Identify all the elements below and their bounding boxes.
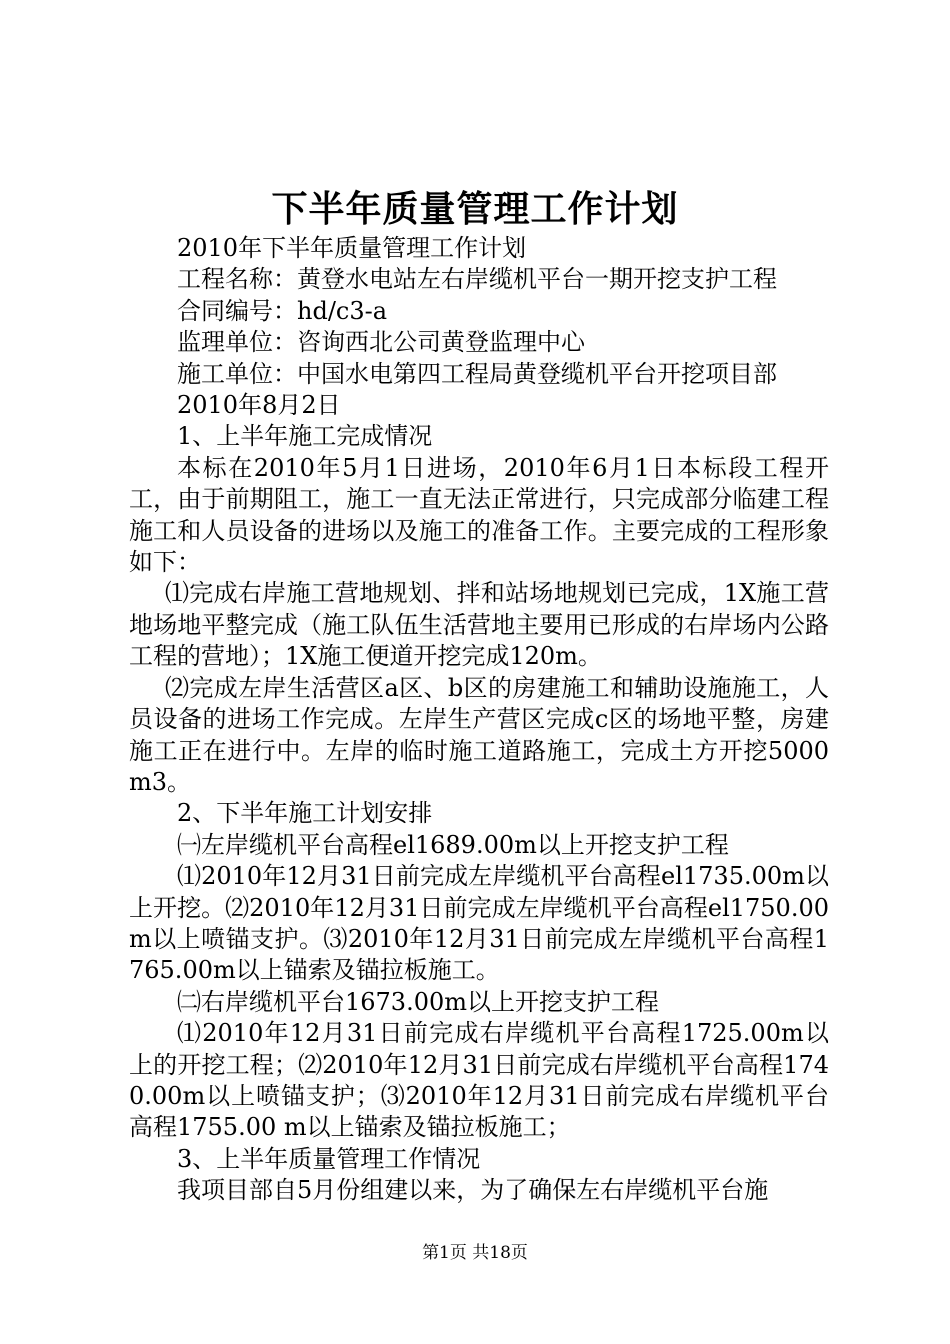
- subsection-heading-left-bank: ㈠左岸缆机平台高程el1689.00m以上开挖支护工程: [177, 830, 729, 859]
- paragraph-item-2: ⑵完成左岸生活营区a区、b区的房建施工和辅助设施施工，人员设备的进场工作完成。左岸生产营区完成c区的场地平整，房建施工正在进行中。左岸的临时施工道路施工，完成土方开挖5000m3。: [129, 673, 829, 796]
- paragraph-progress-summary: 本标在2010年5月1日进场，2010年6月1日本标段工程开工，由于前期阻工，施工一直无法正常进行，只完成部分临建工程施工和人员设备的进场以及施工的准备工作。主要完成的工程形象如下：: [129, 453, 829, 577]
- paragraph-plan-heading: 2010年下半年质量管理工作计划: [177, 234, 527, 262]
- document-title: 下半年质量管理工作计划: [271, 188, 679, 230]
- document-body: [129, 233, 829, 1207]
- paragraph-right-bank-plan: ⑴2010年12月31日前完成右岸缆机平台高程1725.00m以上的开挖工程；⑵2010年12月31日前完成右岸缆机平台高程1740.00m以上喷锚支护；⑶2010年12月31日前完成右岸缆机平台高程1755.00 m以上锚索及锚拉板施工；: [129, 1019, 829, 1142]
- paragraph-construction-unit: 施工单位：中国水电第四工程局黄登缆机平台开挖项目部: [177, 359, 777, 388]
- section-heading-1: 1、上半年施工完成情况: [177, 422, 433, 451]
- section-heading-3: 3、上半年质量管理工作情况: [177, 1144, 481, 1173]
- paragraph-quality-management: 我项目部自5月份组建以来，为了确保左右岸缆机平台施: [177, 1176, 769, 1205]
- subsection-heading-right-bank: ㈡右岸缆机平台1673.00m以上开挖支护工程: [177, 987, 660, 1016]
- paragraph-item-1: ⑴完成右岸施工营地规划、拌和站场地规划已完成，1X施工营地场地平整完成（施工队伍生活营地主要用已形成的右岸场内公路工程的营地）；1X施工便道开挖完成120m。: [129, 579, 829, 671]
- paragraph-contract-number: 合同编号：hd/c3-a: [177, 296, 388, 325]
- paragraph-date: 2010年8月2日: [177, 391, 341, 420]
- paragraph-project-name: 工程名称：黄登水电站左右岸缆机平台一期开挖支护工程: [177, 265, 777, 294]
- paragraph-left-bank-plan: ⑴2010年12月31日前完成左岸缆机平台高程el1735.00m以上开挖。⑵2010年12月31日前完成左岸缆机平台高程el1750.00m以上喷锚支护。⑶2010年12月31日前完成左岸缆机平台高程1765.00m以上锚索及锚拉板施工。: [129, 862, 829, 985]
- page-footer: 第1页 共18页: [422, 1243, 528, 1263]
- paragraph-supervision-unit: 监理单位：咨询西北公司黄登监理中心: [177, 328, 585, 357]
- section-heading-2: 2、下半年施工计划安排: [177, 799, 433, 828]
